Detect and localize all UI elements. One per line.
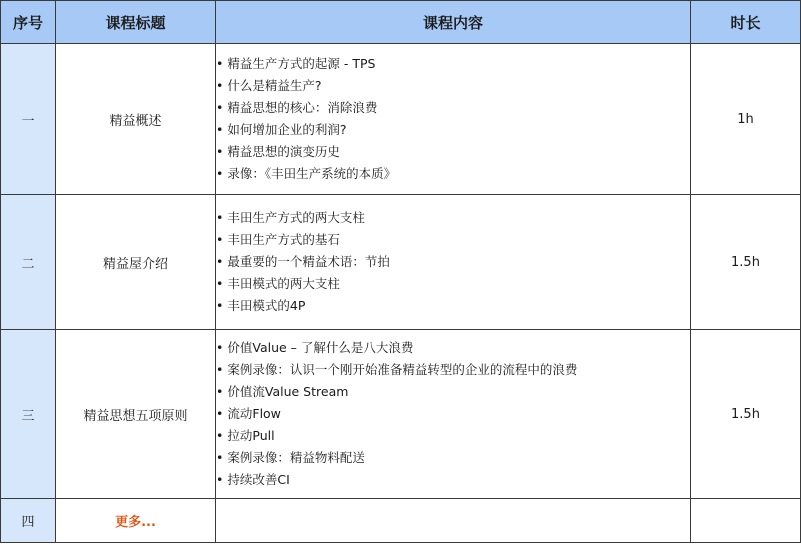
course-content bbox=[216, 330, 691, 499]
row-number: 二 bbox=[1, 195, 56, 330]
header-duration: 时长 bbox=[691, 1, 801, 44]
course-title: 精益概述 bbox=[56, 44, 216, 195]
content-item: • 流动Flow bbox=[216, 403, 690, 425]
table-row bbox=[1, 44, 801, 195]
course-title: 精益思想五项原则 bbox=[56, 330, 216, 499]
content-item: • 价值流Value Stream bbox=[216, 381, 690, 403]
content-item: • 精益生产方式的起源 - TPS bbox=[216, 53, 690, 75]
header-no: 序号 bbox=[1, 1, 56, 44]
content-item: • 什么是精益生产? bbox=[216, 75, 690, 97]
course-content-empty bbox=[216, 499, 691, 543]
header-content: 课程内容 bbox=[216, 1, 691, 44]
course-duration: 1.5h bbox=[691, 195, 801, 330]
table-row bbox=[1, 499, 801, 543]
content-list bbox=[216, 53, 690, 185]
more-link[interactable]: 更多... bbox=[115, 515, 156, 530]
row-number: 四 bbox=[1, 499, 56, 543]
row-number: 三 bbox=[1, 330, 56, 499]
content-item: • 精益思想的核心：消除浪费 bbox=[216, 97, 690, 119]
row-number: 一 bbox=[1, 44, 56, 195]
content-item: • 拉动Pull bbox=[216, 425, 690, 447]
more-cell bbox=[56, 499, 216, 543]
content-list bbox=[216, 207, 690, 317]
content-item: • 案例录像：精益物料配送 bbox=[216, 447, 690, 469]
content-list bbox=[216, 337, 690, 491]
course-title: 精益屋介绍 bbox=[56, 195, 216, 330]
content-item: • 丰田生产方式的两大支柱 bbox=[216, 207, 690, 229]
course-duration: 1h bbox=[691, 44, 801, 195]
table-row bbox=[1, 195, 801, 330]
content-item: • 丰田模式的两大支柱 bbox=[216, 273, 690, 295]
content-item: • 持续改善CI bbox=[216, 469, 690, 491]
content-item: • 丰田生产方式的基石 bbox=[216, 229, 690, 251]
course-duration: 1.5h bbox=[691, 330, 801, 499]
content-item: • 如何增加企业的利润? bbox=[216, 119, 690, 141]
course-content bbox=[216, 44, 691, 195]
content-item: • 价值Value – 了解什么是八大浪费 bbox=[216, 337, 690, 359]
content-item: • 最重要的一个精益术语：节拍 bbox=[216, 251, 690, 273]
header-title: 课程标题 bbox=[56, 1, 216, 44]
content-item: • 录像：《丰田生产系统的本质》 bbox=[216, 163, 690, 185]
course-duration-empty bbox=[691, 499, 801, 543]
course-content bbox=[216, 195, 691, 330]
header-row bbox=[1, 1, 801, 44]
content-item: • 丰田模式的4P bbox=[216, 295, 690, 317]
table-row bbox=[1, 330, 801, 499]
content-item: • 案例录像：认识一个刚开始准备精益转型的企业的流程中的浪费 bbox=[216, 359, 690, 381]
content-item: • 精益思想的演变历史 bbox=[216, 141, 690, 163]
